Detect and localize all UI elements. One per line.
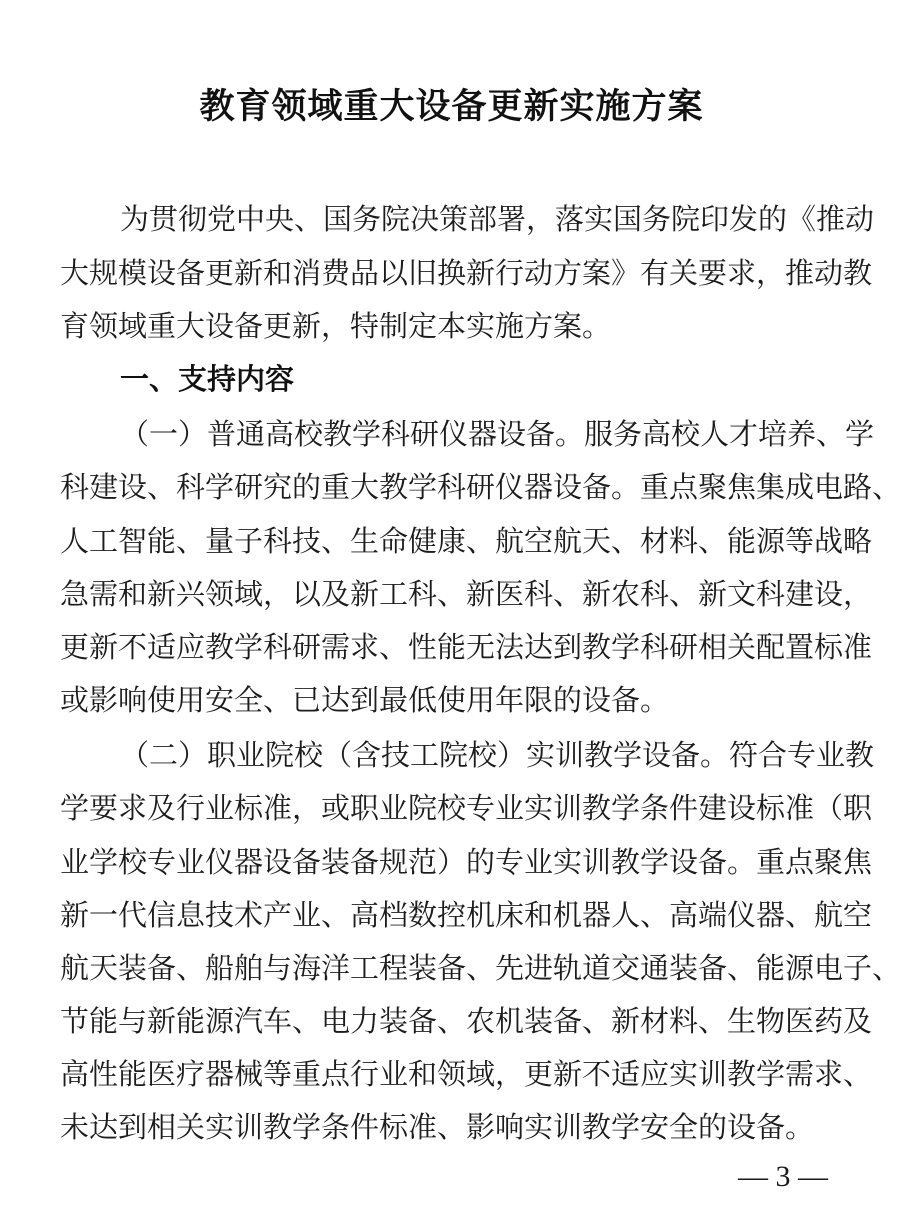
item2-line-2: 学要求及行业标准，或职业院校专业实训教学条件建设标准（职 [60, 791, 873, 825]
intro-line-2: 大规模设备更新和消费品以旧换新行动方案》有关要求，推动教 [60, 256, 873, 290]
document-title: 教育领域重大设备更新实施方案 [199, 87, 704, 127]
page-number: — 3 — [738, 1160, 828, 1193]
item2-line-5: 航天装备、船舶与海洋工程装备、先进轨道交通装备、能源电子、 [60, 951, 902, 985]
item1-line-1: （一）普通高校教学科研仪器设备。服务高校人才培养、学 [120, 417, 875, 451]
item1-line-2: 科建设、科学研究的重大教学科研仪器设备。重点聚焦集成电路、 [60, 470, 902, 504]
item2-line-4: 新一代信息技术产业、高档数控机床和机器人、高端仪器、航空 [60, 898, 873, 932]
section-heading: 一、支持内容 [120, 362, 295, 396]
intro-line-1: 为贯彻党中央、国务院决策部署，落实国务院印发的《推动 [120, 202, 875, 236]
item2-line-6: 节能与新能源汽车、电力装备、农机装备、新材料、生物医药及 [60, 1004, 873, 1038]
item2-line-8: 未达到相关实训教学条件标准、影响实训教学安全的设备。 [60, 1110, 815, 1144]
item2-line-3: 业学校专业仪器设备装备规范）的专业实训教学设备。重点聚焦 [60, 845, 873, 879]
item1-line-4: 急需和新兴领域，以及新工科、新医科、新农科、新文科建设， [60, 577, 873, 611]
item1-line-3: 人工智能、量子科技、生命健康、航空航天、材料、能源等战略 [60, 524, 873, 558]
item1-line-6: 或影响使用安全、已达到最低使用年限的设备。 [60, 683, 670, 717]
item2-line-1: （二）职业院校（含技工院校）实训教学设备。符合专业教 [120, 738, 875, 772]
intro-line-3: 育领域重大设备更新，特制定本实施方案。 [60, 309, 612, 343]
item2-line-7: 高性能医疗器械等重点行业和领域，更新不适应实训教学需求、 [60, 1057, 873, 1091]
item1-line-5: 更新不适应教学科研需求、性能无法达到教学科研相关配置标准 [60, 630, 873, 664]
